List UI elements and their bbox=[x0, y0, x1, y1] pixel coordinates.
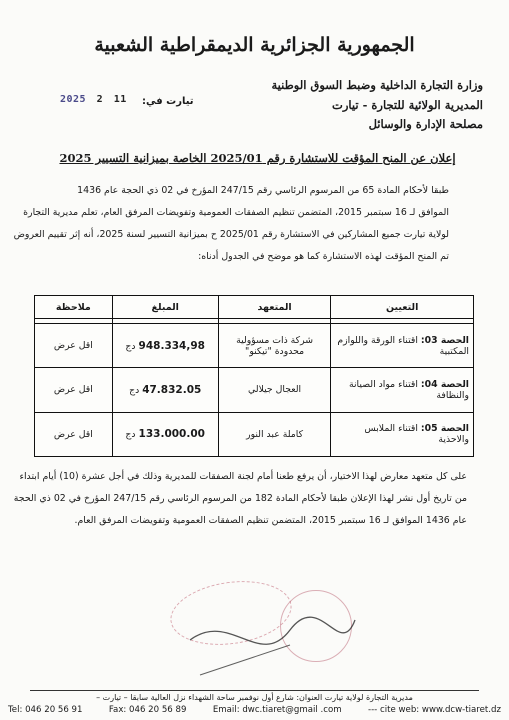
body-line: طبقا لأحكام المادة 65 من المرسوم الرئاسي رقم 247/15 المؤرخ في 02 ذي الحجة عام 1436 bbox=[77, 185, 449, 196]
body-line: تم المنح المؤقت لهذه الاستشارة كما هو موضح في الجدول أدناه: bbox=[198, 251, 449, 262]
header-lot: التعيين bbox=[331, 296, 474, 319]
cell-lot bbox=[331, 368, 474, 412]
footer-address: مديرية التجارة لولاية تيارت العنوان: شارع أول نوفمبر ساحة الشهداء نزل العالية سابقا – تيارت – bbox=[96, 693, 413, 702]
lot-desc: اقتناء مواد الصيانة والنظافة bbox=[348, 378, 469, 401]
body-line: الموافق لـ 16 سبتمبر 2015، المتضمن تنظيم الصفقات العمومية وتفويضات المرفق العام، تعلم مديرية التجارة bbox=[23, 207, 449, 218]
lot-desc: اقتناء الورقة واللوازم المكتبية bbox=[337, 334, 469, 357]
header-supplier: المتعهد bbox=[218, 296, 331, 319]
announcement-body bbox=[13, 180, 467, 268]
header-remark: ملاحظة bbox=[35, 296, 113, 319]
footer-contacts bbox=[8, 705, 501, 715]
amount-value: 47.832.05 bbox=[142, 383, 202, 396]
header-amount: المبلغ bbox=[112, 296, 218, 319]
footer-tel: Tel: 046 20 56 91 bbox=[8, 705, 83, 715]
footer-fax: Fax: 046 20 56 89 bbox=[108, 705, 187, 715]
cell-lot bbox=[331, 324, 474, 368]
ministry-name: وزارة التجارة الداخلية وضبط السوق الوطنية bbox=[271, 78, 483, 92]
table-header-row bbox=[35, 296, 474, 319]
lot-number: الحصة 04: bbox=[420, 378, 469, 390]
lot-number: الحصة 05: bbox=[420, 423, 469, 435]
date-stamp-day: 2 bbox=[96, 94, 104, 105]
closing-paragraph bbox=[13, 466, 467, 532]
cell-remark: اقل عرض bbox=[35, 412, 113, 456]
cell-lot bbox=[331, 412, 474, 456]
cell-supplier: كاملة عبد النور bbox=[218, 412, 331, 456]
cell-remark: اقل عرض bbox=[35, 368, 113, 412]
body-line: لولاية تيارت جميع المشاركين في الاستشارة رقم 2025/01 ح بميزانية التسيير لسنة 2025، أنه إثر تقييم العروض bbox=[13, 229, 449, 240]
table-row bbox=[35, 368, 474, 412]
date-stamp bbox=[60, 94, 127, 105]
signature-icon bbox=[170, 600, 370, 680]
award-table bbox=[34, 295, 474, 457]
lot-desc: اقتناء الملابس والاحذية bbox=[364, 423, 469, 446]
footer-divider bbox=[30, 690, 479, 691]
amount-currency: دج bbox=[125, 429, 136, 441]
directorate-name: المديرية الولائية للتجارة - تيارت bbox=[332, 98, 483, 112]
cell-amount bbox=[112, 324, 218, 368]
table-row bbox=[35, 324, 474, 368]
closing-line: على كل متعهد معارض لهذا الاختيار، أن يرفع طعنا أمام لجنة الصفقات للمديرية وذلك في أجل عشرة (10) أيام ابتداء bbox=[19, 471, 467, 482]
date-stamp-year: 2025 bbox=[60, 94, 87, 105]
amount-value: 133.000.00 bbox=[138, 428, 205, 441]
closing-line: عام 1436 الموافق لـ 16 سبتمبر 2015، المتضمن تنظيم الصفقات العمومية وتفويضات المرفق العام. bbox=[74, 515, 467, 526]
republic-title: الجمهورية الجزائرية الديمقراطية الشعبية bbox=[94, 34, 415, 56]
cell-remark: اقل عرض bbox=[35, 324, 113, 368]
table-row bbox=[35, 412, 474, 456]
footer-web[interactable]: --- cite web: www.dcw-tiaret.dz bbox=[367, 705, 501, 715]
announcement-title: إعلان عن المنح المؤقت للاستشارة رقم 2025/01 الخاصة بميزانية التسيير 2025 bbox=[59, 151, 456, 165]
place-label: تيارت في: bbox=[142, 96, 194, 107]
cell-amount bbox=[112, 368, 218, 412]
cell-supplier: العجال جيلالي bbox=[218, 368, 331, 412]
amount-currency: دج bbox=[125, 340, 136, 352]
date-stamp-month: 11 bbox=[113, 94, 127, 105]
amount-value: 948.334,98 bbox=[138, 339, 205, 352]
cell-supplier: شركة ذات مسؤولية محدودة "تيكنو" bbox=[218, 324, 331, 368]
footer-email[interactable]: Email: dwc.tiaret@gmail .com bbox=[212, 705, 342, 715]
amount-currency: دج bbox=[129, 384, 140, 396]
closing-line: من تاريخ أول نشر لهذا الإعلان طبقا لأحكام المادة 182 من المرسوم الرئاسي رقم 247/15 المؤرخ في 02 ذي الحجة bbox=[13, 493, 467, 504]
cell-amount bbox=[112, 412, 218, 456]
service-name: مصلحة الإدارة والوسائل bbox=[368, 117, 483, 131]
lot-number: الحصة 03: bbox=[420, 334, 469, 346]
